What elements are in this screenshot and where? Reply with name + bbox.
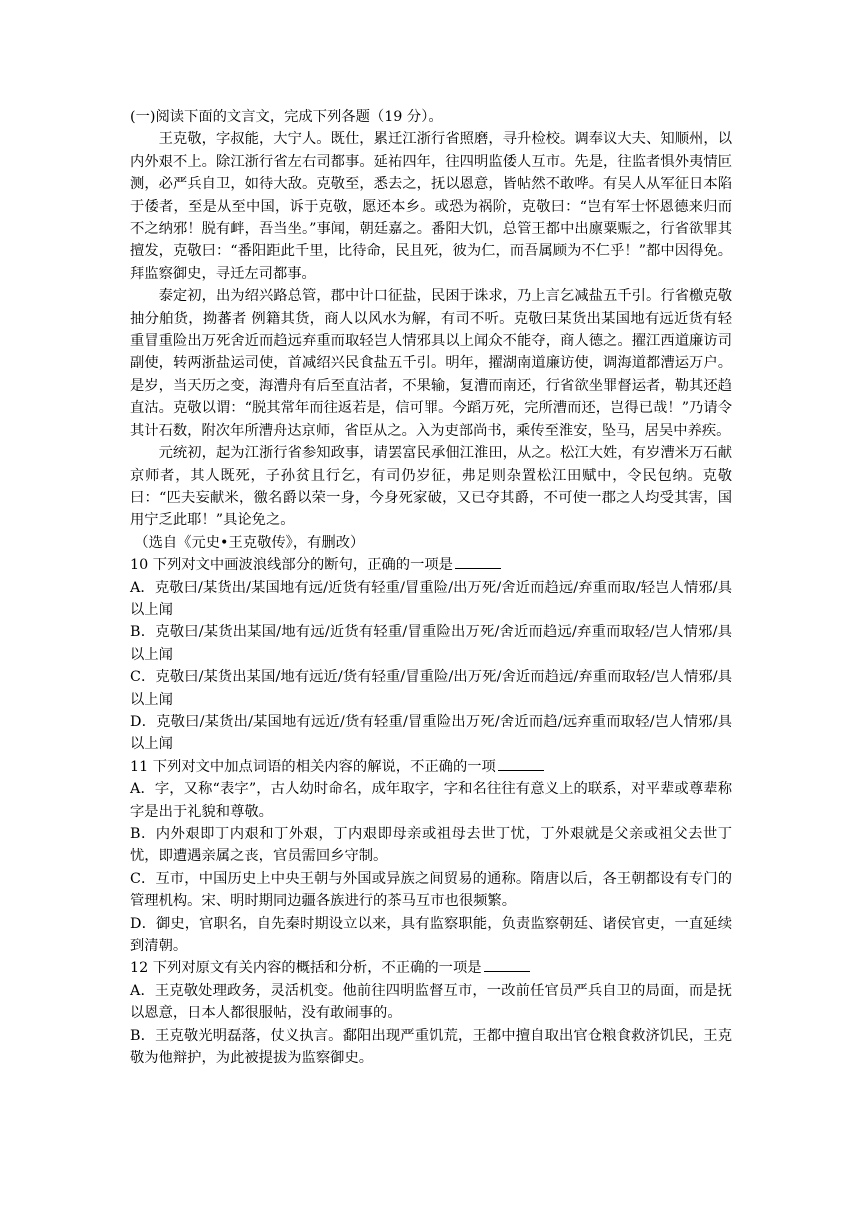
question-10-stem bbox=[130, 554, 732, 576]
question-11-option-c: C．互市，中国历史上中央王朝与外国或异族之间贸易的通称。隋唐以后，各王朝都设有专门的管理机构。宋、明时期同边疆各族进行的茶马互市也很频繁。 bbox=[130, 870, 732, 910]
question-10-option-a: A．克敬曰/某货出/某国地有远/近货有轻重/冒重险/出万死/舍近而趋远/弃重而取/轻岂人情邪/具以上闻 bbox=[130, 579, 732, 618]
question-12-option-b: B．王克敬光明磊落，仗义执言。鄱阳出现严重饥荒，王都中擅自取出官仓粮食救济饥民，王克敬为他辩护，为此被提拔为监察御史。 bbox=[130, 1027, 732, 1067]
question-11-option-b: B．内外艰即丁内艰和丁外艰，丁内艰即母亲或祖母去世丁忧，丁外艰就是父亲或祖父去世丁忧，即遭遇亲属之丧，官员需回乡守制。 bbox=[130, 826, 732, 865]
passage-paragraph-3: 元统初，起为江浙行省参知政事，请罢富民承佃江淮田，从之。松江大姓，有岁漕米万石献京师者，其人既死，子孙贫且行乞，有司仍岁征，弗足则杂置松江田赋中，令民包纳。克敬曰：“匹夫妄献米，徼名爵以荣一身，今身死家破，又已夺其爵，不可使一郡之人均受其害，国用宁乏此耶！”具论免之。 bbox=[130, 445, 732, 529]
question-10-option-d: D．克敬曰/某货出/某国地有远近/货有轻重/冒重险出万死/舍近而趋/远弃重而取轻/岂人情邪/具以上闻 bbox=[130, 713, 732, 753]
question-10-option-b: B．克敬曰/某货出某国/地有远/近货有轻重/冒重险出万死/舍近而趋远/弃重而取轻/岂人情邪/具以上闻 bbox=[130, 624, 732, 663]
question-12-stem bbox=[130, 957, 732, 979]
answer-blank[interactable] bbox=[484, 957, 530, 972]
question-stem-text: 12 下列对原文有关内容的概括和分析，不正确的一项是 bbox=[130, 960, 482, 977]
question-11-option-a: A．字，又称“表字”，古人幼时命名，成年取字，字和名往往有意义上的联系，对平辈或尊辈称字是出于礼貌和尊敬。 bbox=[130, 781, 732, 820]
question-11-option-d: D．御史，官职名，自先秦时期设立以来，具有监察职能，负责监察朝廷、诸侯官吏，一直延续到清朝。 bbox=[130, 915, 732, 955]
question-12-option-a: A．王克敬处理政务，灵活机变。他前往四明监督互市，一改前任官员严兵自卫的局面，而是抚以恩意，日本人都很服帖，没有敢闹事的。 bbox=[130, 982, 732, 1022]
answer-blank[interactable] bbox=[455, 554, 501, 569]
source-citation: （选自《元史•王克敬传》，有删改） bbox=[134, 534, 365, 551]
passage-paragraph-1: 王克敬，字叔能，大宁人。既仕，累迁江浙行省照磨，寻升检校。调奉议大夫、知顺州，以内外艰不上。除江浙行省左右司都事。延祐四年，往四明监倭人互市。先是，往监者惧外夷情叵测，必严兵自卫，如待大敌。克敬至，悉去之，抚以恩意，皆帖然不敢哗。有吴人从军征日本陷于倭者，至是从至中国，诉于克敬，愿还本乡。或恐为祸阶，克敬曰：“岂有军士怀恩德来归而不之纳邪！脱有衅，吾当坐。”事闻，朝廷嘉之。番阳大饥，总管王都中出廪粟赈之，行省欲罪其擅发，克敬曰：“番阳距此千里，比待命，民且死，彼为仁，而吾属顾为不仁乎！”都中因得免。拜监察御史，寻迁左司都事。 bbox=[130, 131, 732, 282]
passage-paragraph-2: 泰定初，出为绍兴路总管，郡中计口征盐，民困于诛求，乃上言乞减盐五千引。行省檄克敬抽分舶货，拗蕃者 例籍其货，商人以风水为解，有司不听。克敬曰某货出某国地有远近货有轻重冒重险出万死舍近而趋远弃重而取轻岂人情邪具以上闻众不能夺，商人德之。擢江西道廉访司副使，转两浙盐运司使，首减绍兴民食盐五千引。明年，擢湖南道廉访使，调海道都漕运万户。是岁，当天历之变，海漕舟有后至直沽者，不果输，复漕而南还，行省欲坐罪督运者，勒其还趋直沽。克敬以谓：“脱其常年而往返若是，信可罪。今蹈万死，完所漕而还，岂得已哉！”乃请令其计石数，附次年所漕舟达京师，省臣从之。入为吏部尚书，乘传至淮安，坠马，居吴中养疾。 bbox=[130, 288, 732, 439]
answer-blank[interactable] bbox=[498, 756, 544, 771]
question-11-stem bbox=[130, 756, 732, 778]
question-10-option-c: C．克敬曰/某货出某国/地有远近/货有轻重/冒重险/出万死/舍近而趋远/弃重而取轻/岂人情邪/具以上闻 bbox=[130, 669, 732, 708]
question-stem-text: 11 下列对文中加点词语的相关内容的解说，不正确的一项 bbox=[130, 758, 496, 775]
section-header: (一)阅读下面的文言文，完成下列各题（19 分）。 bbox=[130, 109, 443, 125]
question-stem-text: 10 下列对文中画波浪线部分的断句，正确的一项是 bbox=[130, 557, 453, 574]
